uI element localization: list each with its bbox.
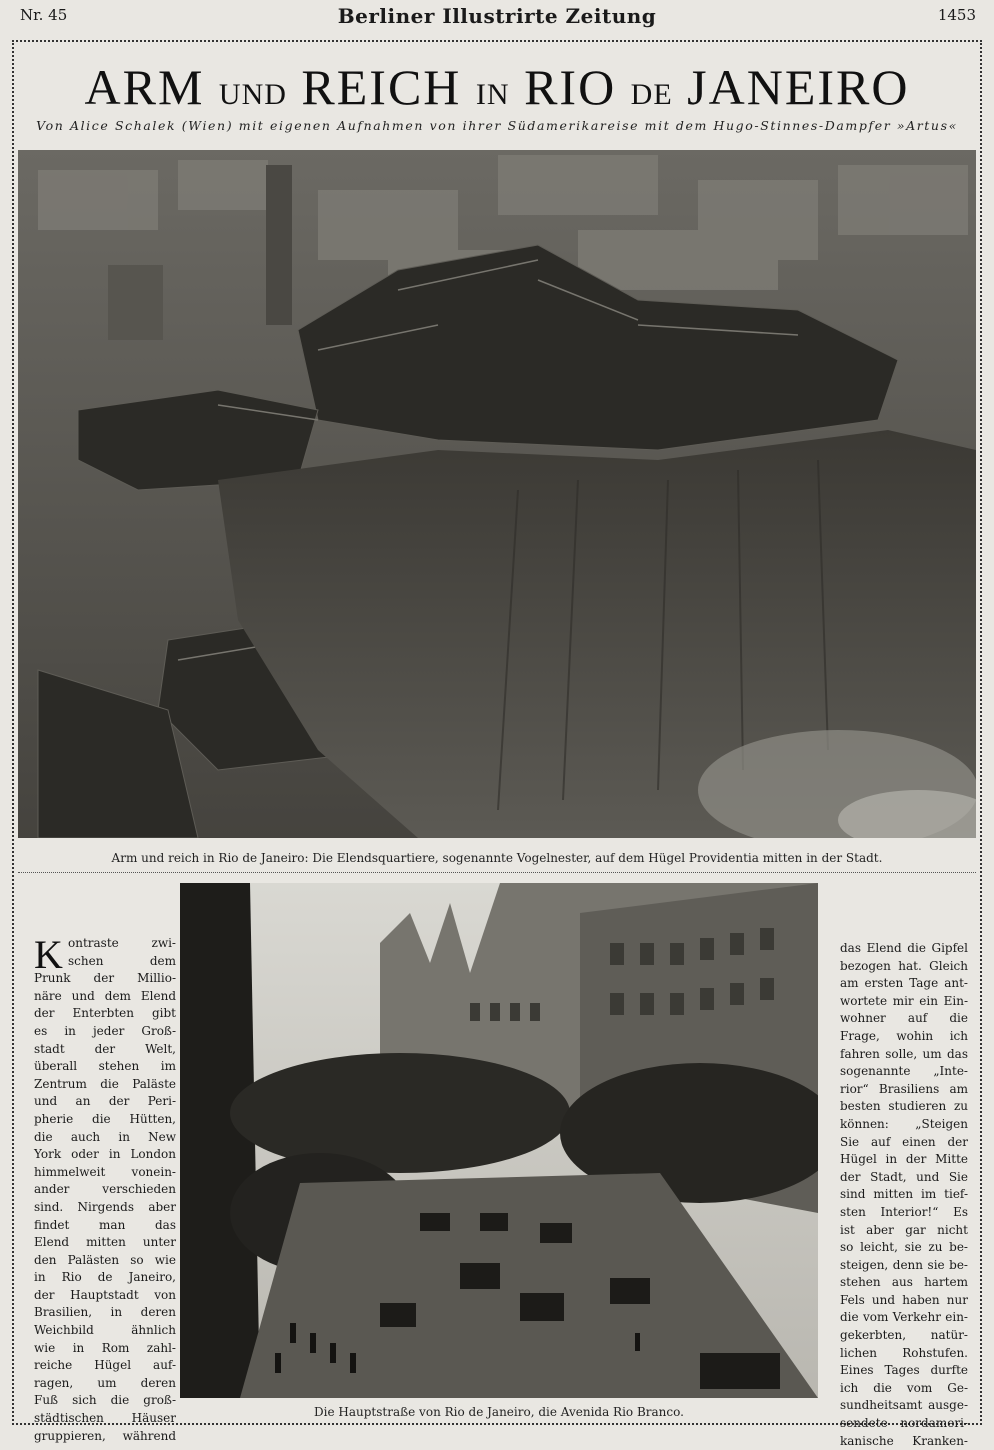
photo-avenida-illustration bbox=[180, 883, 818, 1398]
text-line: Sie auf einen der bbox=[840, 1134, 968, 1149]
title-word: REICH bbox=[301, 59, 462, 115]
text-line: wortete mir ein Ein- bbox=[840, 993, 968, 1008]
text-line: ontraste zwi- bbox=[68, 936, 176, 950]
text-line: bezogen hat. Gleich bbox=[840, 958, 968, 973]
text-line: Fuß sich die groß- bbox=[34, 1393, 176, 1408]
text-line: in Rio de Janeiro, bbox=[34, 1270, 176, 1285]
text-line: York oder in London bbox=[34, 1147, 176, 1162]
text-line: die vom Verkehr ein- bbox=[840, 1310, 968, 1325]
text-line: können: „Steigen bbox=[840, 1116, 968, 1131]
text-line: ist aber gar nicht bbox=[840, 1222, 968, 1237]
text-line: sundheitsamt ausge- bbox=[840, 1398, 968, 1413]
text-line: rior“ Brasiliens am bbox=[840, 1081, 968, 1096]
text-line: Brasilien, in deren bbox=[34, 1305, 176, 1320]
divider-rule bbox=[18, 872, 976, 873]
text-line: gruppieren, während bbox=[34, 1428, 176, 1443]
article-column-right bbox=[840, 940, 968, 1450]
text-line: und an der Peri- bbox=[34, 1094, 176, 1109]
text-line: Elend mitten unter bbox=[34, 1235, 176, 1250]
article-title bbox=[0, 58, 994, 116]
text-line: Weichbild ähnlich bbox=[34, 1323, 176, 1338]
text-line: ander verschieden bbox=[34, 1182, 176, 1197]
text-line: Eines Tages durfte bbox=[840, 1363, 968, 1378]
text-line: sendete nordameri- bbox=[840, 1416, 968, 1431]
text-line: das Elend die Gipfel bbox=[840, 941, 968, 955]
text-line: es in jeder Groß- bbox=[34, 1023, 176, 1038]
title-word: JANEIRO bbox=[687, 59, 910, 115]
page-number: 1453 bbox=[937, 6, 976, 24]
title-word: IN bbox=[475, 78, 510, 111]
text-line: Prunk der Millio- bbox=[34, 971, 176, 986]
text-line: die auch in New bbox=[34, 1129, 176, 1144]
text-line: ragen, um deren bbox=[34, 1375, 176, 1390]
text-line: sten Interior!“ Es bbox=[840, 1204, 968, 1219]
text-line: steigen, denn sie be- bbox=[840, 1257, 968, 1272]
text-line: wohner auf die bbox=[840, 1011, 968, 1026]
text-line: sind mitten im tief- bbox=[840, 1187, 968, 1202]
text-line: näre und dem Elend bbox=[34, 988, 176, 1003]
text-line: am ersten Tage ant- bbox=[840, 976, 968, 991]
text-line: besten studieren zu bbox=[840, 1099, 968, 1114]
text-line: so leicht, sie zu be- bbox=[840, 1240, 968, 1255]
photo-hillside-caption: Arm und reich in Rio de Janeiro: Die Elendsquartiere, sogenannte Vogelnester, auf dem Hügel Providentia mitten in der Stadt. bbox=[111, 851, 883, 865]
photo-hillside-slums-illustration bbox=[18, 150, 976, 838]
text-line: der Enterbten gibt bbox=[34, 1006, 176, 1021]
text-line: überall stehen im bbox=[34, 1059, 176, 1074]
issue-number: Nr. 45 bbox=[20, 6, 68, 24]
photo-hillside-slums bbox=[18, 150, 976, 838]
text-line: fahren solle, um das bbox=[840, 1046, 968, 1061]
text-line: der Stadt, und Sie bbox=[840, 1169, 968, 1184]
text-line: ich die vom Ge- bbox=[840, 1380, 968, 1395]
text-line: himmelweit vonein- bbox=[34, 1164, 176, 1179]
title-word: UND bbox=[218, 78, 287, 111]
text-line: Fels und haben nur bbox=[840, 1292, 968, 1307]
article-column-left bbox=[34, 932, 176, 1445]
text-line: sogenannte „Inte- bbox=[840, 1064, 968, 1079]
text-line: gekerbten, natür- bbox=[840, 1328, 968, 1343]
photo-avenida-caption: Die Hauptstraße von Rio de Janeiro, die Avenida Rio Branco. bbox=[314, 1405, 684, 1419]
text-line: stehen aus hartem bbox=[840, 1275, 968, 1290]
publication-name: Berliner Illustrirte Zeitung bbox=[337, 4, 657, 28]
text-line: stadt der Welt, bbox=[34, 1041, 176, 1056]
text-line: lichen Rohstufen. bbox=[840, 1345, 968, 1360]
article-byline: Von Alice Schalek (Wien) mit eigenen Aufnahmen von ihrer Südamerikareise mit dem Hugo-Stinnes-Dampfer »Artus« bbox=[36, 118, 958, 133]
text-line: findet man das bbox=[34, 1217, 176, 1232]
text-line: Zentrum die Paläste bbox=[34, 1076, 176, 1091]
text-line: reiche Hügel auf- bbox=[34, 1358, 176, 1373]
text-line: schen dem bbox=[68, 953, 176, 968]
title-word: RIO bbox=[524, 59, 617, 115]
text-line: pherie die Hütten, bbox=[34, 1111, 176, 1126]
text-line: der Hauptstadt von bbox=[34, 1287, 176, 1302]
text-line: kanische Kranken- bbox=[840, 1433, 968, 1448]
photo-avenida-rio-branco bbox=[180, 883, 818, 1398]
text-line: Frage, wohin ich bbox=[840, 1028, 968, 1043]
text-line: sind. Nirgends aber bbox=[34, 1199, 176, 1214]
drop-cap: K bbox=[34, 932, 63, 977]
text-line: den Palästen so wie bbox=[34, 1252, 176, 1267]
title-word: DE bbox=[630, 78, 673, 111]
title-word: ARM bbox=[84, 59, 205, 115]
text-line: Hügel in der Mitte bbox=[840, 1152, 968, 1167]
page-header bbox=[0, 0, 994, 34]
text-line: wie in Rom zahl- bbox=[34, 1340, 176, 1355]
text-line: städtischen Häuser bbox=[34, 1411, 176, 1426]
